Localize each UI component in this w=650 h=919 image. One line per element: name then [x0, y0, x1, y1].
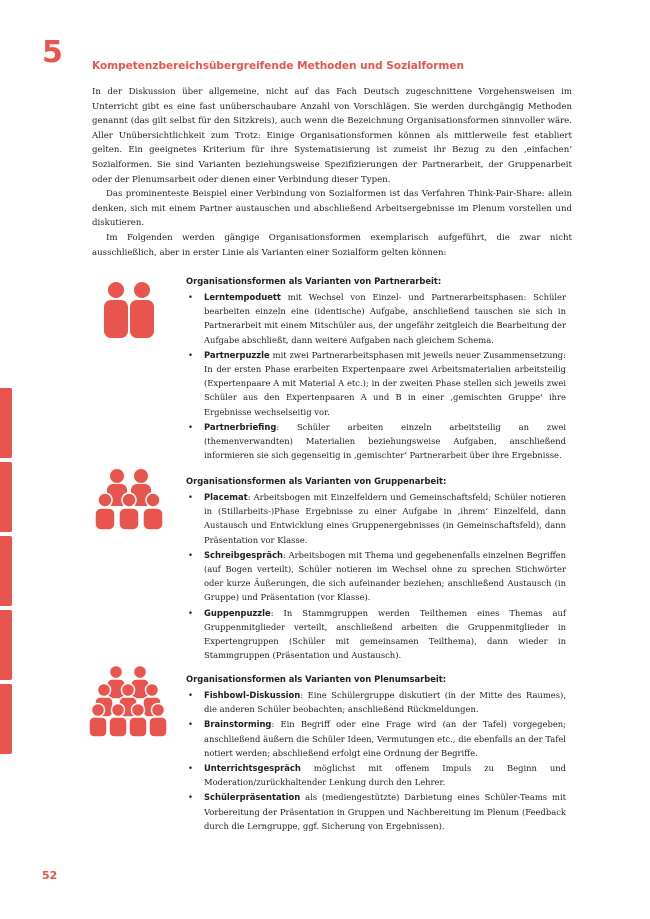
method-description: : Arbeitsbogen mit Einzelfeldern und Gemeinschaftsfeld; Schüler notieren in (Stillarbeits-)Phase Ergebnisse zu einer Aufgabe in ‚ihrem‘ Einzelfeld, dann Austausch und Entwicklung eines Gruppenergebnisses (in Gemeinschaftsfeld), dann Präsentation vor Klasse.	[204, 492, 566, 545]
list-item	[186, 420, 566, 463]
pair-people-icon	[96, 280, 162, 340]
list-item	[186, 688, 566, 716]
intro-paragraph-2: Das prominenteste Beispiel einer Verbindung von Sozialformen ist das Verfahren Think-Pair-Share: allein denken, sich mit einem Partner austauschen und abschließend Arbeitsergebnisse im Plenum vorstellen und diskutieren.	[92, 189, 572, 229]
method-term: Partnerpuzzle	[204, 349, 270, 360]
method-description: als (mediengestützte) Darbietung eines Schüler-Teams mit Vorbereitung der Präsentation in Gruppen und Nachbereitung im Plenum (Feedback durch die Lerngruppe, ggf. Sicherung von Ergebnissen).	[204, 792, 566, 831]
section-heading: Organisationsformen als Varianten von Gruppenarbeit:	[186, 476, 447, 486]
plenum-people-icon	[86, 664, 170, 738]
chapter-number: 5	[42, 35, 63, 70]
method-description: : In Stammgruppen werden Teilthemen eines Themas auf Gruppenmitglieder verteilt, anschließend arbeiten die Gruppenmitglieder in Expertengruppen (Schüler mit gemeinsamen Teilthema), dann wieder in Stammgruppen (Präsentation und Austausch).	[204, 607, 566, 661]
method-term: Brainstorming	[204, 719, 272, 730]
side-tab-3	[0, 536, 12, 606]
intro-text	[92, 85, 572, 260]
method-description: : Schüler arbeiten einzeln arbeitsteilig an zwei (themenverwandten) Materialien beziehungsweise Aufgaben, anschließend informieren sie sich gegenseitig in ‚gemischter‘ Partnerarbeit über ihre Ergebnisse.	[204, 421, 566, 461]
group-people-icon	[90, 468, 168, 530]
chapter-title: Kompetenzbereichsübergreifende Methoden und Sozialformen	[92, 60, 464, 72]
method-description: : Ein Begriff oder eine Frage wird (an der Tafel) vorgegeben; anschließend äußern die Schüler Ideen, Vermutungen etc., die ebenfalls an der Tafel notiert werden; abschließend erfolgt eine Ordnung der Begriffe.	[204, 719, 566, 758]
method-description: mit zwei Partnerarbeitsphasen mit jeweils neuer Zusammensetzung: In der ersten Phase erarbeiten Expertenpaare zwei Arbeitsmaterialien arbeitsteilig (Expertenpaare A mit Material A etc.); in der zweiten Phase stellen sich jeweils zwei Schüler aus den Expertenpaaren A und B in einer ‚gemischten Gruppe‘ ihre Ergebnisse wechselseitig vor.	[204, 349, 566, 417]
method-list	[186, 688, 566, 833]
method-term: Schreibgespräch	[204, 549, 283, 560]
list-item	[186, 548, 566, 605]
section-partnerarbeit	[186, 274, 566, 463]
method-description: : Arbeitsbogen mit Thema und gegebenenfalls einzelnen Begriffen (auf Bogen verteilt), Schüler notieren im Wechsel ohne zu sprechen Stichwörter oder kurze Äußerungen, die sich aufeinander beziehen; anschließend Austausch (in Gruppe) und Präsentation (vor Klasse).	[204, 549, 566, 603]
method-description: mit Wechsel von Einzel- und Partnerarbeitsphasen: Schüler bearbeiten einzeln eine (identische) Aufgabe, anschließend tauschen sie sich in Partnerarbeit mit einem Mitschüler aus, der ungefähr zeitgleich die Bearbeitung der Aufgabe abschließt, dann weitere Aufgaben nach gleichem Schema.	[204, 292, 566, 345]
section-heading: Organisationsformen als Varianten von Partnerarbeit:	[186, 276, 442, 286]
method-term: Unterrichtsgespräch	[204, 763, 301, 774]
side-tab-2	[0, 462, 12, 532]
method-list	[186, 290, 566, 462]
method-term: Lerntempoduett	[204, 292, 281, 302]
list-item	[186, 717, 566, 760]
method-term: Partnerbriefing	[204, 421, 277, 432]
list-item	[186, 490, 566, 547]
method-description: möglichst mit offenem Impuls zu Beginn und Moderation/zurückhaltender Lenkung durch den Lehrer.	[204, 763, 566, 788]
list-item	[186, 348, 566, 419]
intro-paragraph-3: Im Folgenden werden gängige Organisationsformen exemplarisch aufgeführt, die zwar nicht ausschließlich, aber in erster Linie als Varianten einer Sozialform gelten können:	[92, 232, 572, 258]
method-term: Guppenpuzzle	[204, 607, 271, 618]
intro-paragraph-1: In der Diskussion über allgemeine, nicht auf das Fach Deutsch zugeschnittene Vorgehensweisen im Unterricht gibt es eine fast unüberschaubare Anzahl von Vorschlägen. Sie werden durchgängig Methoden genannt (das gilt selbst für den Sitzkreis), auch wenn die Bezeichnung Organisationsformen sinnvoller wäre. Aller Unübersichtlichkeit zum Trotz: Einige Organisationsformen können als mittlerweile fest etabliert gelten. Ein geeignetes Kriterium für ihre Systematisierung ist zumeist ihr Bezug zu den ‚einfachen‘ Sozialformen. Sie sind Varianten beziehungsweise Spezifizierungen der Partnerarbeit, der Gruppenarbeit oder der Plenumsarbeit oder dienen einer Verbindung dieser Typen.	[92, 87, 572, 185]
side-tab-1	[0, 388, 12, 458]
method-description: : Eine Schülergruppe diskutiert (in der Mitte des Raumes), die anderen Schüler beobachten; anschließend Rückmeldungen.	[204, 690, 566, 715]
method-list	[186, 490, 566, 662]
method-term: Schülerpräsentation	[204, 792, 301, 803]
list-item	[186, 606, 566, 663]
section-gruppenarbeit	[186, 474, 566, 663]
list-item	[186, 761, 566, 789]
method-term: Fishbowl-Diskussion	[204, 690, 301, 700]
side-tab-5	[0, 684, 12, 754]
list-item	[186, 290, 566, 347]
section-heading: Organisationsformen als Varianten von Plenumsarbeit:	[186, 674, 447, 684]
list-item	[186, 790, 566, 833]
method-term: Placemat	[204, 492, 248, 502]
page-number: 52	[42, 869, 58, 882]
section-plenumsarbeit	[186, 672, 566, 834]
side-tab-4	[0, 610, 12, 680]
